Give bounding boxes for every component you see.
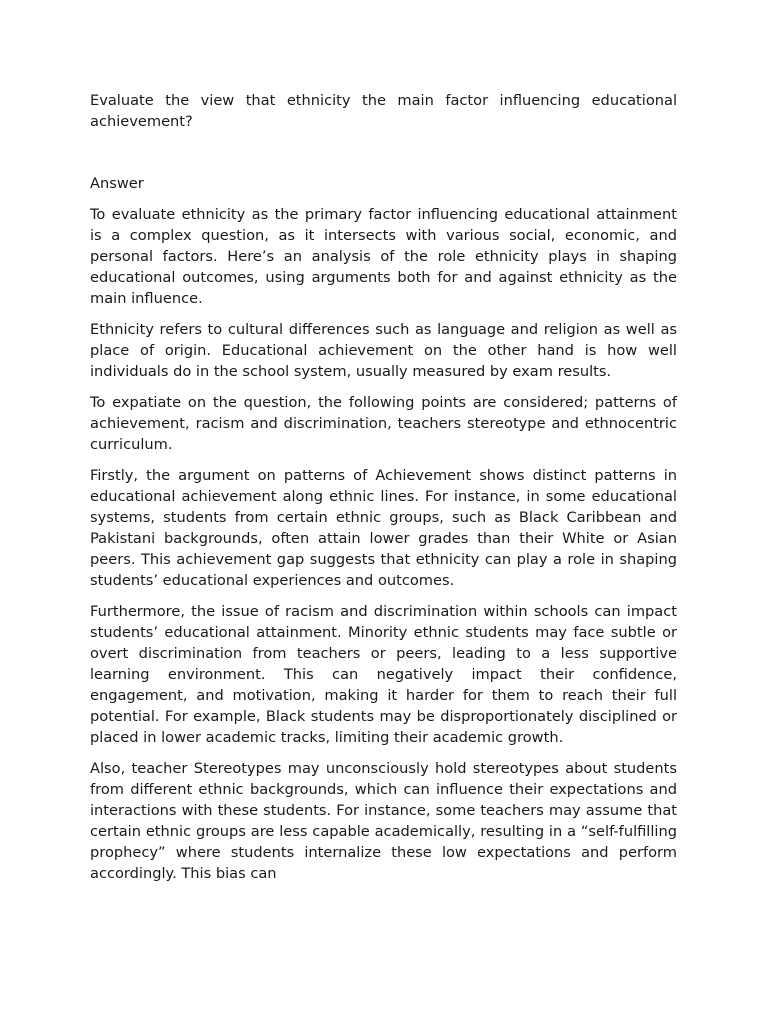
paragraph-intro: To evaluate ethnicity as the primary factor influencing educational attainment is a complex question, as it intersects with various social, economic, and personal factors. Here’s an analysis of the role ethnicity plays in shaping educational outcomes, using arguments both for and against ethnicity as the main influence. [90,206,677,307]
document-page [90,90,677,884]
paragraph-points-overview: To expatiate on the question, the following points are considered; patterns of achievement, racism and discrimination, teachers stereotype and ethnocentric curriculum. [90,394,677,453]
question-heading: Evaluate the view that ethnicity the main factor influencing educational achievement? [90,92,677,130]
paragraph-teacher-stereotypes: Also, teacher Stereotypes may unconsciously hold stereotypes about students from different ethnic backgrounds, which can influence their expectations and interactions with these students. For instance, some teachers may assume that certain ethnic groups are less capable academically, resulting in a “self-fulfilling prophecy” where students internalize these low expectations and perform accordingly. This bias can [90,760,677,882]
paragraph-patterns-of-achievement: Firstly, the argument on patterns of Achievement shows distinct patterns in educational achievement along ethnic lines. For instance, in some educational systems, students from certain ethnic groups, such as Black Caribbean and Pakistani backgrounds, often attain lower grades than their White or Asian peers. This achievement gap suggests that ethnicity can play a role in shaping students’ educational experiences and outcomes. [90,467,677,589]
paragraph-definitions: Ethnicity refers to cultural differences such as language and religion as well as place of origin. Educational achievement on the other hand is how well individuals do in the school system, usually measured by exam results. [90,321,677,380]
answer-label: Answer [90,175,144,192]
paragraph-racism-discrimination: Furthermore, the issue of racism and discrimination within schools can impact students’ educational attainment. Minority ethnic students may face subtle or overt discrimination from teachers or peers, leading to a less supportive learning environment. This can negatively impact their confidence, engagement, and motivation, making it harder for them to reach their full potential. For example, Black students may be disproportionately disciplined or placed in lower academic tracks, limiting their academic growth. [90,603,677,746]
